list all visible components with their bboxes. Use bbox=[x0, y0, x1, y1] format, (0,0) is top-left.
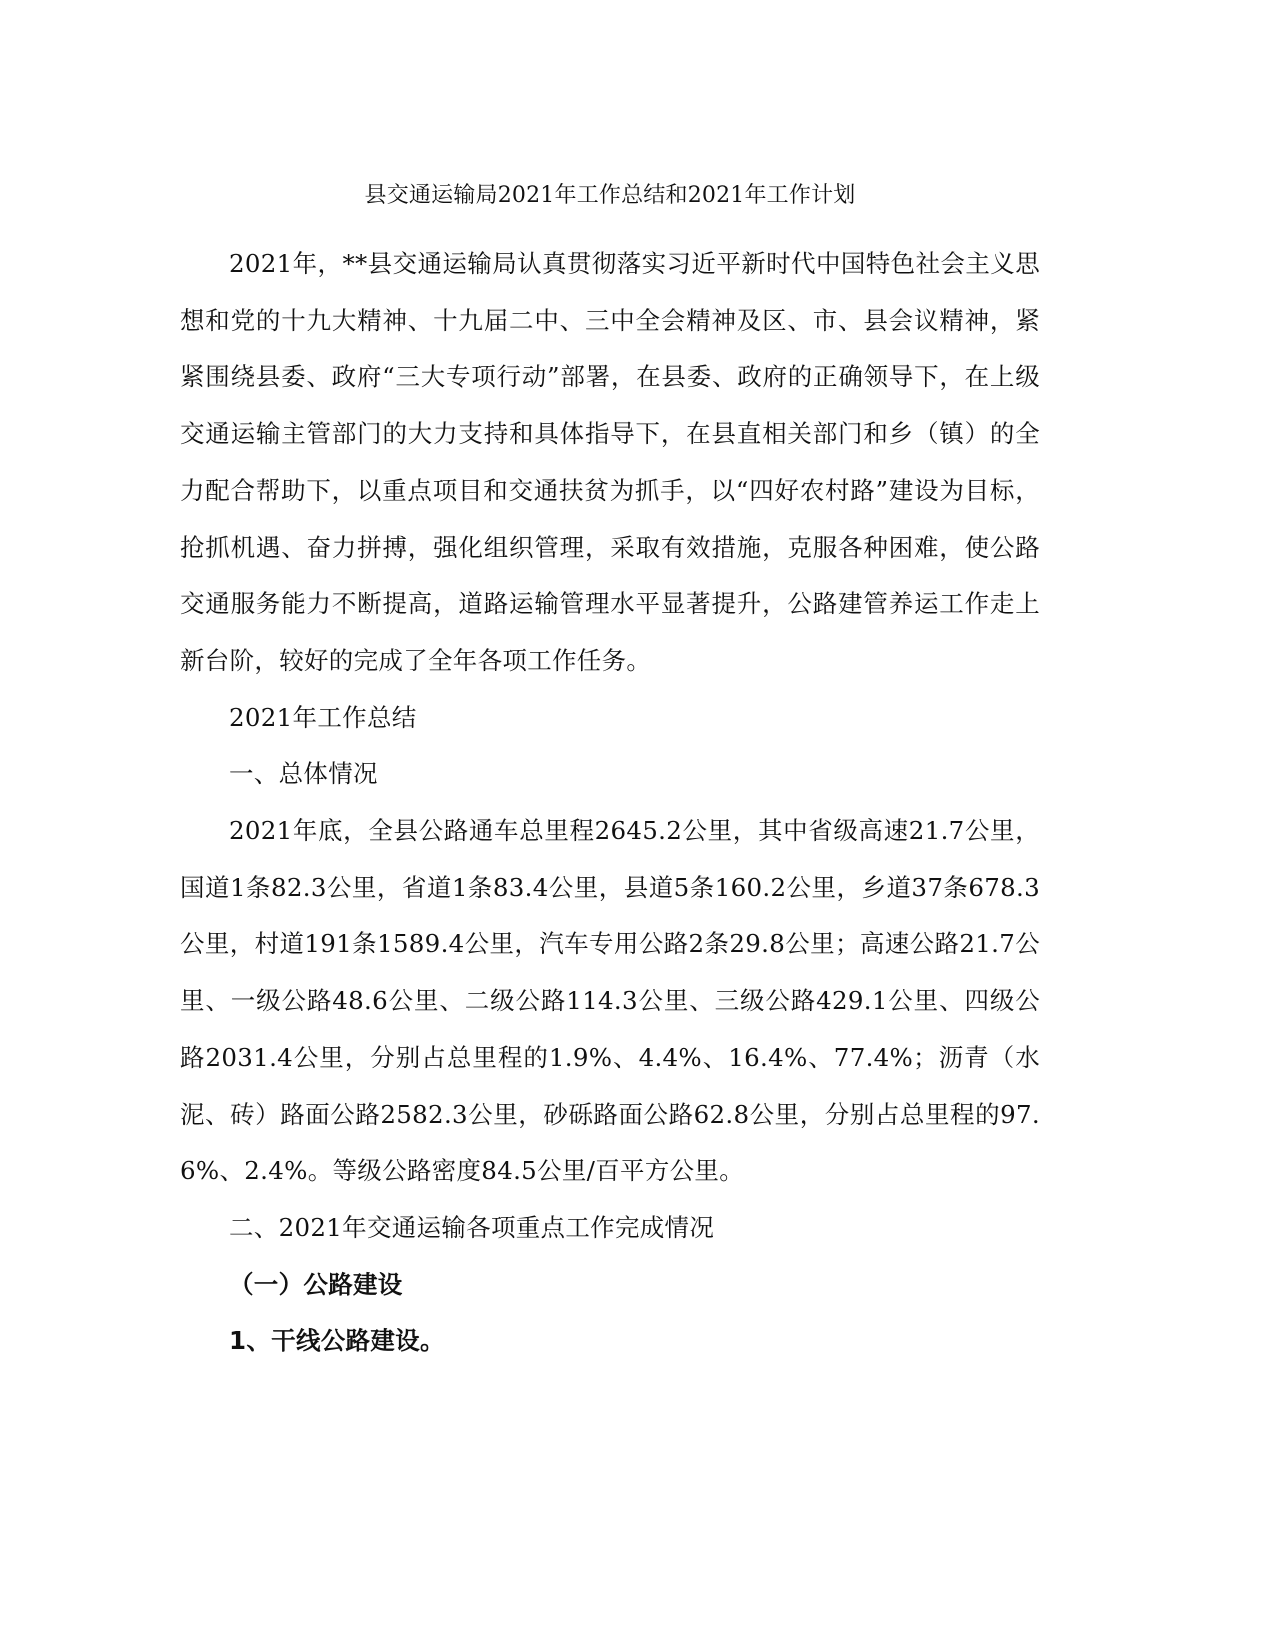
section-two-heading: 二、2021年交通运输各项重点工作完成情况 bbox=[229, 1212, 715, 1242]
subsection-heading: （一）公路建设 bbox=[229, 1269, 403, 1299]
section-one-heading: 一、总体情况 bbox=[229, 759, 378, 789]
intro-paragraph: 2021年，**县交通运输局认真贯彻落实习近平新时代中国特色社会主义思想和党的十九大精神、十九届二中、三中全会精神及区、市、县会议精神，紧紧围绕县委、政府“三大专项行动”部署，在县委、政府的正确领导下，在上级交通运输主管部门的大力支持和具体指导下，在县直相关部门和乡（镇）的全力配合帮助下，以重点项目和交通扶贫为抓手，以“四好农村路”建设为目标，抢抓机遇、奋力拼搏，强化组织管理，采取有效措施，克服各种困难，使公路交通服务能力不断提高，道路运输管理水平显著提升，公路建管养运工作走上新台阶，较好的完成了全年各项工作任务。 bbox=[180, 249, 1040, 675]
section-summary-heading: 2021年工作总结 bbox=[229, 702, 417, 732]
document-title: 县交通运输局2021年工作总结和2021年工作计划 bbox=[364, 183, 856, 208]
item-heading: 1、干线公路建设。 bbox=[229, 1326, 445, 1356]
section-one-paragraph: 2021年底，全县公路通车总里程2645.2公里，其中省级高速21.7公里，国道1条82.3公里，省道1条83.4公里，县道5条160.2公里，乡道37条678.3公里，村道191条1589.4公里，汽车专用公路2条29.8公里；高速公路21.7公里、一级公路48.6公里、二级公路114.3公里、三级公路429.1公里、四级公路2031.4公里，分别占总里程的1.9%、4.4%、16.4%、77.4%；沥青（水泥、砖）路面公路2582.3公里，砂砾路面公路62.8公里，分别占总里程的97.6%、2.4%。等级公路密度84.5公里/百平方公里。 bbox=[180, 816, 1040, 1186]
document-body bbox=[180, 182, 1040, 1370]
